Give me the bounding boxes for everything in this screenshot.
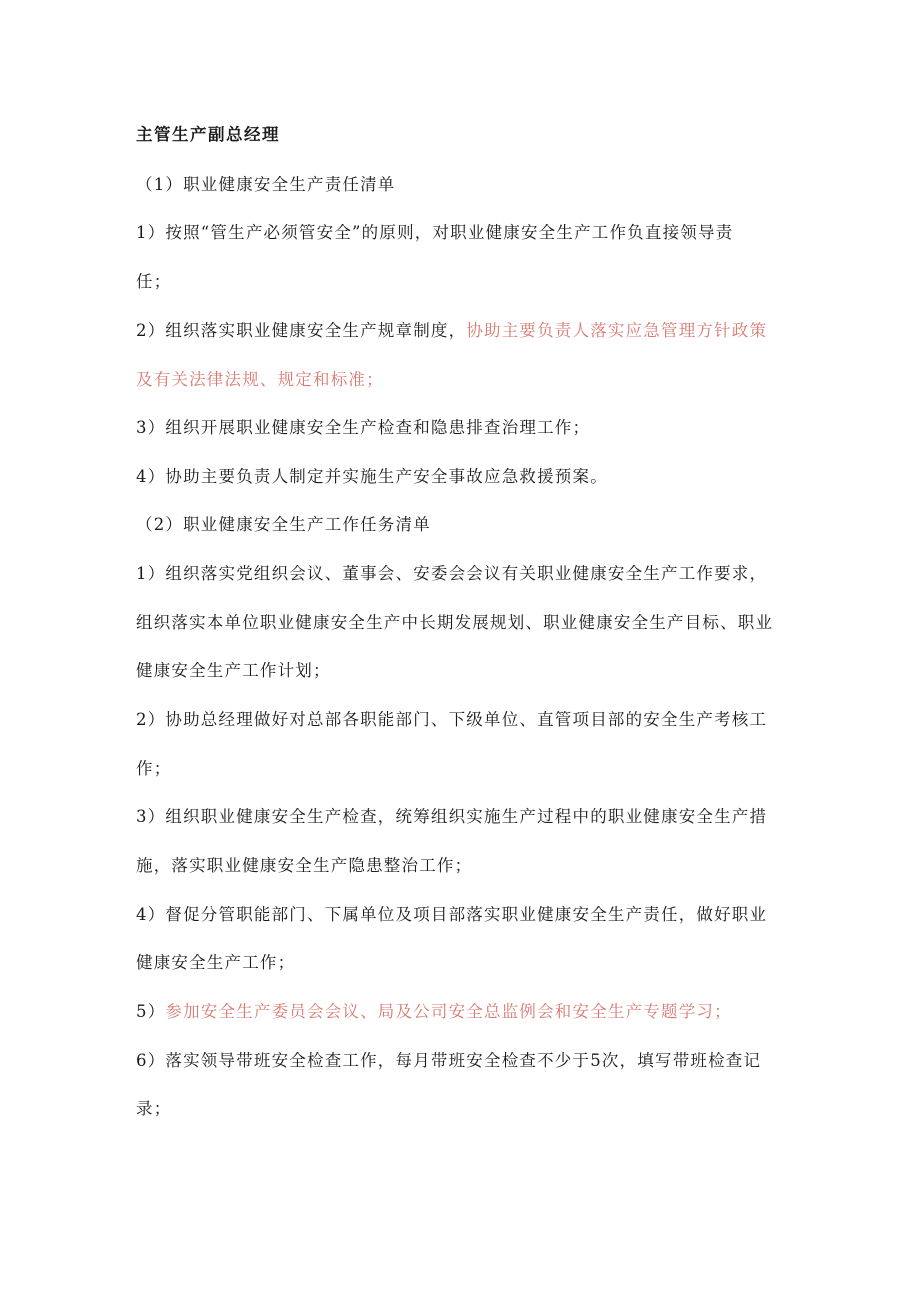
list-item-line: 任； — [136, 272, 172, 291]
list-item-line: 4）督促分管职能部门、下属单位及项目部落实职业健康安全生产责任，做好职业 — [136, 905, 768, 924]
highlighted-text: 参加安全生产委员会会议、局及公司安全总监例会和安全生产专题学习； — [165, 1002, 732, 1021]
section-heading-tasks: （2）职业健康安全生产工作任务清单 — [136, 515, 431, 534]
list-item-line: 1）按照“管生产必须管安全”的原则，对职业健康安全生产工作负直接领导责 — [136, 223, 734, 242]
list-item-number: 5） — [136, 1002, 166, 1021]
list-item-line: 录； — [136, 1099, 172, 1118]
section-heading-responsibility: （1）职业健康安全生产责任清单 — [136, 175, 396, 194]
list-item-line: 3）组织开展职业健康安全生产检查和隐患排查治理工作； — [136, 418, 591, 437]
list-item-line — [136, 1000, 756, 1024]
highlighted-text: 及有关法律法规、规定和标准； — [136, 370, 384, 389]
highlighted-text: 协助主要负责人落实应急管理方针政策 — [466, 321, 768, 340]
list-item-line: 1）组织落实党组织会议、董事会、安委会会议有关职业健康安全生产工作要求， — [136, 564, 768, 583]
list-item-text: 2）组织落实职业健康安全生产规章制度， — [136, 321, 467, 340]
list-item-line: 健康安全生产工作； — [136, 953, 296, 972]
list-item-line: 组织落实本单位职业健康安全生产中长期发展规划、职业健康安全生产目标、职业 — [136, 613, 774, 632]
document-title: 主管生产副总经理 — [136, 125, 280, 144]
list-item-line — [136, 319, 768, 343]
list-item-line: 6）落实领导带班安全检查工作，每月带班安全检查不少于5次，填写带班检查记 — [136, 1051, 762, 1070]
list-item-line: 施，落实职业健康安全生产隐患整治工作； — [136, 856, 473, 875]
list-item-line: 健康安全生产工作计划； — [136, 661, 331, 680]
list-item-line: 3）组织职业健康安全生产检查，统筹组织实施生产过程中的职业健康安全生产措 — [136, 807, 768, 826]
list-item-line: 作； — [136, 759, 172, 778]
list-item-line: 2）协助总经理做好对总部各职能部门、下级单位、直管项目部的安全生产考核工 — [136, 710, 768, 729]
list-item-line: 4）协助主要负责人制定并实施生产安全事故应急救援预案。 — [136, 467, 608, 486]
